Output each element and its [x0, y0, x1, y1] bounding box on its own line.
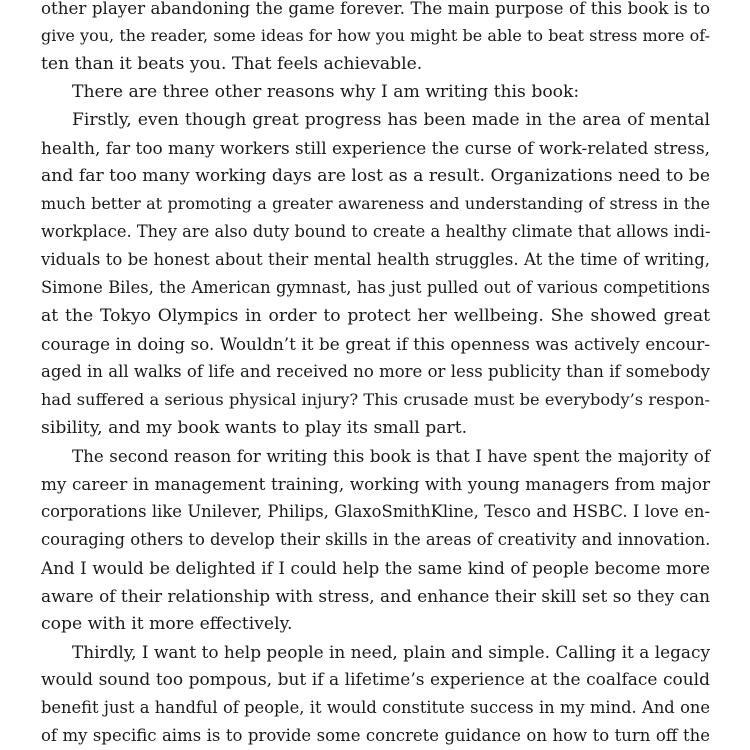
text-line: Simone Biles, the American gymnast, has just pulled out of various competitions [41, 278, 710, 297]
text-line: would sound too pompous, but if a lifetime’s experience at the coalface could [41, 670, 710, 690]
text-line: had suffered a serious physical injury? This crusade must be everybody’s respon- [41, 390, 710, 409]
text-line: workplace. They are also duty bound to create a healthy climate that allows indi- [41, 222, 711, 241]
text-line: health, far too many workers still experience the curse of work-related stress, [41, 138, 710, 158]
text-line: corporations like Unilever, Philips, GlaxoSmithKline, Tesco and HSBC. I love en- [41, 502, 710, 521]
text-line: at the Tokyo Olympics in order to protect her wellbeing. She showed great [41, 306, 710, 326]
text-line: of my specific aims is to provide some concrete guidance on how to turn off the [41, 726, 710, 745]
text-line: sibility, and my book wants to play its small part. [41, 418, 468, 438]
text-line: couraging others to develop their skills in the areas of creativity and innovation. [41, 530, 711, 549]
paragraph-first-line: Thirdly, I want to help people in need, plain and simple. Calling it a legacy [72, 642, 710, 662]
text-line: courage in doing so. Wouldn’t it be great if this openness was actively encour- [41, 334, 710, 354]
text-line: And I would be delighted if I could help the same kind of people become more [41, 558, 710, 578]
text-line: viduals to be honest about their mental health struggles. At the time of writing, [41, 250, 710, 269]
text-line: cope with it more effectively. [41, 614, 293, 634]
text-line: give you, the reader, some ideas for how you might be able to beat stress more of- [41, 26, 710, 45]
text-line: aged in all walks of life and received no more or less publicity than if somebody [41, 362, 710, 381]
text-line: ten than it beats you. That feels achievable. [41, 54, 423, 74]
paragraph-first-line: Firstly, even though great progress has been made in the area of mental [72, 110, 710, 130]
paragraph-first-line: There are three other reasons why I am writing this book: [72, 82, 580, 102]
text-line: other player abandoning the game forever. The main purpose of this book is to [41, 0, 710, 18]
text-line: aware of their relationship with stress, and enhance their skill set so they can [41, 586, 710, 606]
text-line: benefit just a handful of people, it would constitute success in my mind. And one [41, 698, 710, 717]
text-line: and far too many working days are lost as a result. Organizations need to be [41, 166, 710, 186]
paragraph-first-line: The second reason for writing this book is that I have spent the majority of [72, 446, 710, 466]
text-line: my career in management training, working with young managers from major [41, 474, 710, 494]
text-line: much better at promoting a greater awareness and understanding of stress in the [41, 194, 710, 213]
